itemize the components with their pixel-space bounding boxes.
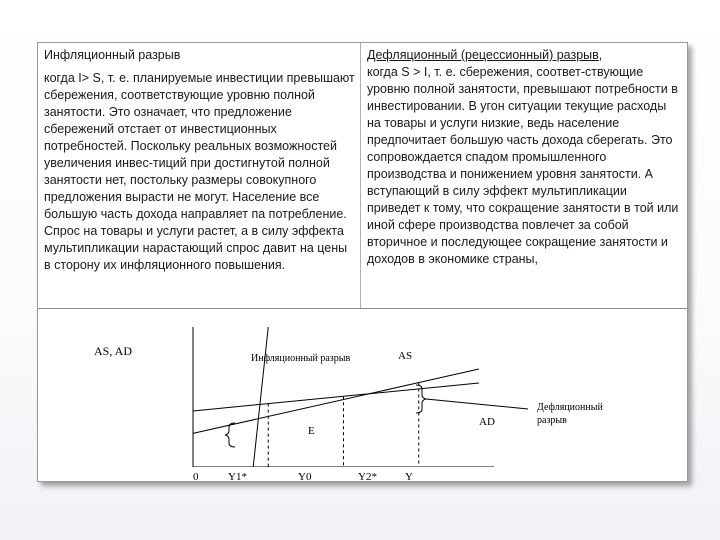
slide-frame xyxy=(37,42,688,482)
column-divider xyxy=(360,43,361,308)
deflation-gap-title-line xyxy=(367,47,683,64)
deflation-gap-text: когда S > I, т. е. сбережения, соответ-ствующие уровню полной занятости, превышают потребности в инвестировании. В угон ситуации текущие расходы на товары и услуги низкие, ведь население предпочитает большую часть дохода сберегать. Это сопровождается спадом промышленного производства и понижением уровня занятости. А вступающий в силу эффект мультипликации приведет к тому, что сокращение занятости в той или иной сфере производства повлечет за собой вторичное и последующее сокращение занятости и доходов в экономике страны, xyxy=(367,65,679,266)
gap-chart xyxy=(38,309,687,481)
gap-chart-svg xyxy=(38,309,687,481)
deflation-gap-title-suffix: , xyxy=(598,48,603,62)
deflation-gap-pointer xyxy=(426,399,528,409)
y-axis-label: AS, AD xyxy=(94,344,133,358)
inflation-gap-title: Инфляционный разрыв xyxy=(44,48,181,62)
x-tick-label: Y1* xyxy=(228,471,247,481)
equilibrium-label: E xyxy=(308,425,315,437)
line-45 xyxy=(193,369,479,433)
inflation-gap-label: Инфляционный разрыв xyxy=(251,353,351,364)
e-label-box xyxy=(303,418,327,438)
inflation-gap-column xyxy=(44,47,356,274)
x-axis-label: Y xyxy=(405,471,413,481)
as-label-box xyxy=(386,344,454,364)
as-curve-label: AS xyxy=(398,350,413,362)
ad-curve-label: AD xyxy=(479,416,495,428)
deflation-gap-label-line1: Дефляционный xyxy=(537,402,603,413)
deflation-gap-column xyxy=(367,47,683,268)
deflation-gap-label-line2: разрыв xyxy=(537,415,567,426)
text-table xyxy=(38,43,687,308)
deflation-gap-title: Дефляционный (рецессионный) разрыв xyxy=(367,48,599,62)
inflation-gap-brace xyxy=(225,423,235,447)
ad-curve xyxy=(193,383,479,411)
origin-label: 0 xyxy=(193,471,199,481)
x-tick-label: Y2* xyxy=(358,471,377,481)
inflation-gap-text: когда I> S, т. е. планируемые инвестиции превышают сбережения, соответствующие уровню полной занятости. Это означает, что предложение сбережений отстает от инвестиционных потребностей. Поскольку реальных возможностей увеличения инвес-тиций при достигнутой полной занятости нет, постольку размеры совокупного предложения вырасти не могут. Население все большую часть дохода направляет па потребление. Спрос на товары и услуги растет, а в силу эффекта мультипликации нарастающий спрос давит на цены в сторону их инфляционного повышения. xyxy=(44,71,355,272)
x-tick-label: Y0 xyxy=(298,471,312,481)
